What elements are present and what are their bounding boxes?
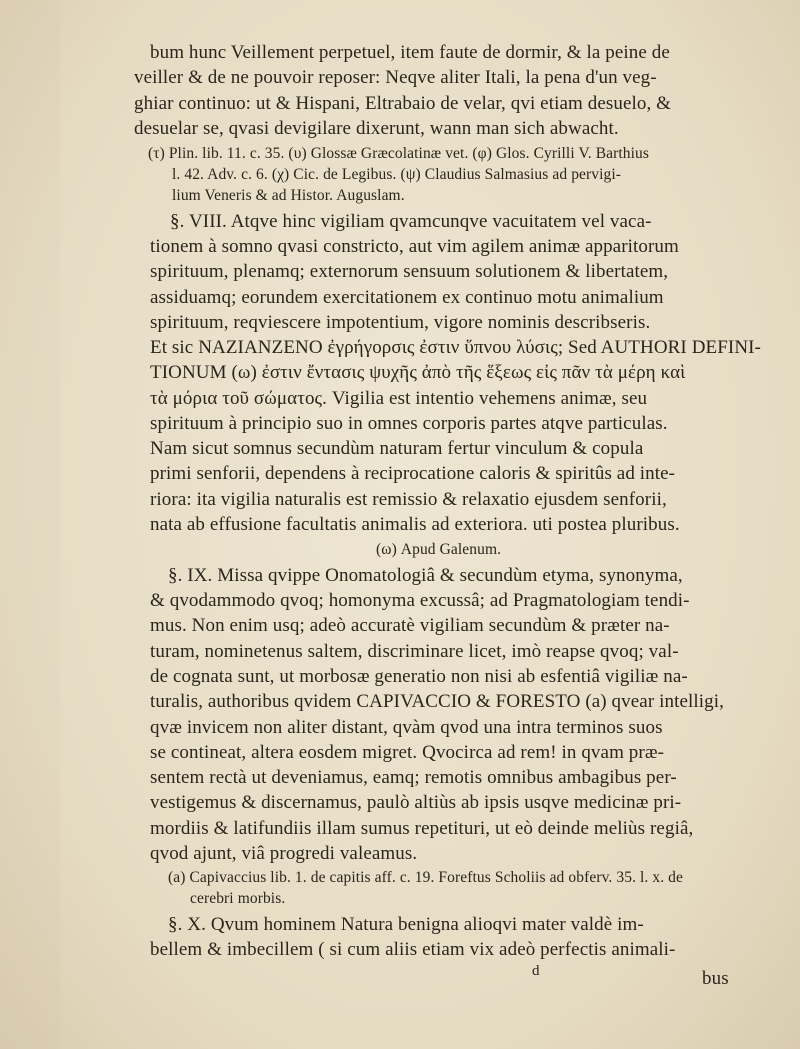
text-line: tionem à somno qvasi constricto, aut vim agilem animæ apparitorum (150, 236, 679, 257)
text-line: qvæ invicem non aliter distant, qvàm qvod una intra terminos suos (150, 717, 663, 738)
text-line: spirituum, plenamq; externorum sensuum solutionem & libertatem, (150, 261, 669, 282)
text-line: de cognata sunt, ut morbosæ generatio non nisi ab esfentiâ vigiliæ na- (150, 666, 688, 687)
text-line: vestigemus & discernamus, paulò altiùs ab ipsis usqve medicinæ pri- (150, 792, 682, 813)
text-line: §. X. Qvum hominem Natura benigna alioqvi mater valdè im- (168, 914, 644, 935)
text-line: §. VIII. Atqve hinc vigiliam qvamcunqve vacuitatem vel vaca- (170, 211, 652, 232)
text-line: ghiar continuo: ut & Hispani, Eltrabaio de velar, qvi etiam desuelo, & (134, 93, 672, 114)
text-line: turam, nominetenus saltem, discriminare licet, imò reapse qvoq; val- (150, 641, 679, 662)
text-line: se contineat, altera eosdem migret. Qvocirca ad rem! in qvam præ- (150, 742, 665, 763)
text-line: mordiis & latifundiis illam sumus repetituri, ut eò deinde meliùs regiâ, (150, 818, 694, 839)
text-line: desuelar se, qvasi devigilare dixerunt, wann man sich abwacht. (134, 118, 619, 139)
text-line: bus (702, 968, 729, 989)
text-line: §. IX. Missa qvippe Onomatologiâ & secundùm etyma, synonyma, (168, 565, 683, 586)
text-line: spirituum, reqviescere impotentium, vigore nominis describseris. (150, 312, 651, 333)
page-edge-shadow (0, 0, 60, 1049)
text-line: cerebri morbis. (190, 890, 286, 907)
text-line: (τ) Plin. lib. 11. c. 35. (υ) Glossæ Græcolatinæ vet. (φ) Glos. Cyrilli V. Barthius (148, 145, 650, 162)
text-line: TIONUM (ω) ἐστιν ἔντασις ψυχῆς ἀπὸ τῆς ἕξεως εἰς πᾶν τὰ μέρη καὶ (150, 362, 686, 383)
text-line: Et sic NAZIANZENO ἐγρήγορσις ἐστιν ὕπνου λύσις; Sed AUTHORI DEFINI- (150, 337, 761, 358)
text-line: riora: ita vigilia naturalis est remissio & relaxatio ejusdem senforii, (150, 489, 667, 510)
text-line: mus. Non enim usq; adeò accuratè vigiliam secundùm & præter na- (150, 615, 670, 636)
text-line: Nam sicut somnus secundùm naturam fertur vinculum & copula (150, 438, 644, 459)
text-line: (a) Capivaccius lib. 1. de capitis aff. c. 19. Foreftus Scholiis ad obferv. 35. l. x. de (168, 869, 684, 886)
text-line: bum hunc Veillement perpetuel, item faute de dormir, & la peine de (150, 42, 670, 63)
text-line: d (532, 963, 540, 979)
text-line: qvod ajunt, viâ progredi valeamus. (150, 843, 418, 864)
text-line: assiduamq; eorundem exercitationem ex continuo motu animalium (150, 287, 664, 308)
text-line: bellem & imbecillem ( si cum aliis etiam vix adeò perfectis animali- (150, 939, 676, 960)
text-line: primi senforii, dependens à reciprocatione caloris & spiritûs ad inte- (150, 463, 676, 484)
text-line: spirituum à principio suo in omnes corporis partes atqve particulas. (150, 413, 668, 434)
text-line: & qvodammodo qvoq; homonyma excussâ; ad Pragmatologiam tendi- (150, 590, 690, 611)
text-line: l. 42. Adv. c. 6. (χ) Cic. de Legibus. (ψ) Claudius Salmasius ad pervigi- (172, 166, 622, 183)
text-line: lium Veneris & ad Histor. Auguslam. (172, 187, 405, 204)
text-line: sentem rectà ut deveniamus, eamq; remotis omnibus ambagibus per- (150, 767, 677, 788)
text-line: turalis, authoribus qvidem CAPIVACCIO & FORESTO (a) qvear intelligi, (150, 691, 724, 712)
text-line: (ω) Apud Galenum. (376, 541, 502, 558)
text-line: veiller & de ne pouvoir reposer: Neqve aliter Itali, la pena d'un veg- (134, 67, 657, 88)
text-line: τὰ μόρια τοῦ σώματος. Vigilia est intentio vehemens animæ, seu (150, 388, 648, 409)
text-line: nata ab effusione facultatis animalis ad exteriora. uti postea pluribus. (150, 514, 680, 535)
